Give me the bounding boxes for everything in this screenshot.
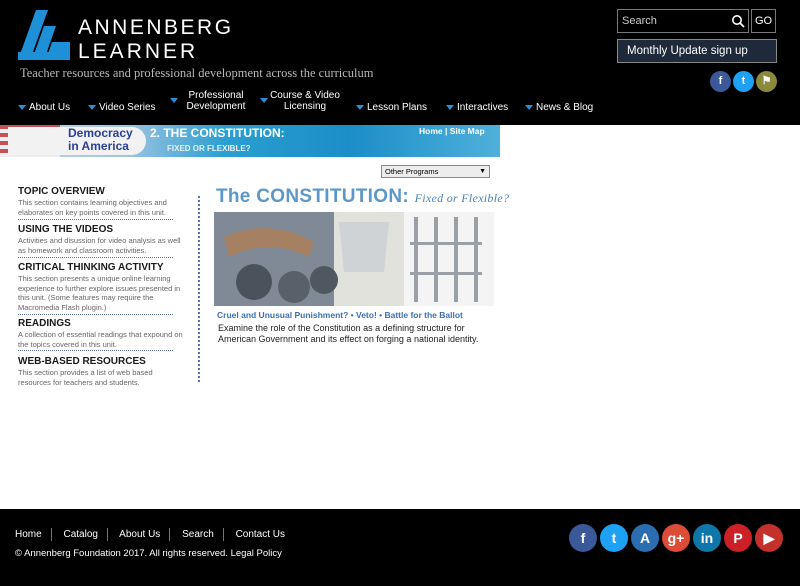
sidebar-using-the-videos[interactable] [18,224,186,255]
annenberg-logo-icon[interactable] [18,10,70,60]
google-plus-icon[interactable]: g+ [662,524,690,552]
footer-link-home[interactable]: Home [15,529,42,541]
divider [51,528,52,541]
footer-link-search[interactable]: Search [182,529,214,541]
chevron-down-icon [356,105,364,110]
nav-label: News & Blog [536,102,594,113]
sidebar-critical-thinking-activity[interactable] [18,262,186,312]
chevron-down-icon [18,105,26,110]
copyright-text: © Annenberg Foundation 2017. All rights reserved. Legal Policy [15,548,282,559]
sidebar-description: This section provides a list of web based resources for teachers and students. [18,368,153,387]
facebook-icon[interactable]: f [710,71,731,92]
nav-video-series[interactable] [88,102,156,113]
divider [223,528,224,541]
youtube-icon[interactable]: ▶ [755,524,783,552]
search-box [617,9,749,33]
logo-line: Democracy [68,126,133,140]
footer-link-about-us[interactable]: About Us [119,529,161,541]
sidebar-description: This section contains learning objectives and elaborates on key points covered in this unit. [18,198,167,217]
nav-professional-development[interactable] [170,90,256,112]
logo-text-learner[interactable]: LEARNER [78,40,199,63]
sidebar-readings[interactable] [18,318,186,349]
cart-icon[interactable]: ⚑ [756,71,777,92]
sidebar-heading[interactable]: TOPIC OVERVIEW [18,186,105,197]
footer-link-catalog[interactable]: Catalog [63,529,98,541]
logo-line: in America [68,139,129,153]
nav-label: Course & Video Licensing [270,90,340,112]
site-footer [0,509,800,586]
sidebar-heading[interactable]: WEB-BASED RESOURCES [18,356,146,367]
pinterest-icon[interactable]: P [724,524,752,552]
banner-subtitle: FIXED OR FLEXIBLE? [167,144,251,153]
twitter-icon[interactable]: t [733,71,754,92]
divider [107,528,108,541]
chevron-down-icon [260,98,268,103]
constitution-title [216,186,509,208]
nav-news-blog[interactable] [525,102,593,113]
vertical-divider [198,196,200,382]
sidebar-description: A collection of essential readings that expound on the topics covered in this unit. [18,330,183,349]
constitution-collage-image [214,212,494,306]
sidebar-web-based-resources[interactable] [18,356,186,387]
sidebar-heading[interactable]: USING THE VIDEOS [18,224,114,235]
linkedin-icon[interactable]: in [693,524,721,552]
chevron-down-icon [446,105,454,110]
logo-text-annenberg[interactable]: ANNENBERG [78,16,234,39]
go-button[interactable]: GO [751,9,776,33]
sidebar-heading[interactable]: CRITICAL THINKING ACTIVITY [18,262,164,273]
nav-lesson-plans[interactable] [356,102,427,113]
sidebar-heading[interactable]: READINGS [18,318,71,329]
twitter-icon[interactable]: t [600,524,628,552]
facebook-icon[interactable]: f [569,524,597,552]
nav-label: Interactives [457,102,509,113]
dropdown-arrow-icon: ▼ [479,168,486,175]
divider [18,314,173,315]
title-main: The CONSTITUTION: [216,186,409,207]
monthly-update-signup-button[interactable]: Monthly Update sign up [617,39,777,63]
site-tagline: Teacher resources and professional development across the curriculum [20,66,374,80]
chevron-down-icon [170,98,178,103]
title-sub: Fixed or Flexible? [414,191,510,205]
footer-link-contact-us[interactable]: Contact Us [235,529,286,541]
sidebar-description: This section presents a unique online learning experience to further explore issues presented in this unit. (Some features may require the Macromedia Flash plugin.) [18,274,181,312]
sidebar-topic-overview[interactable] [18,186,186,217]
other-programs-select[interactable] [381,165,490,178]
search-input[interactable] [622,13,722,29]
site-header [0,0,800,125]
nav-course-video-licensing[interactable] [260,90,342,112]
nav-interactives[interactable] [446,102,508,113]
footer-links [15,528,285,541]
select-value: Other Programs [385,167,439,176]
divider [18,257,173,258]
nav-label: Professional Development [186,90,246,112]
search-icon[interactable] [731,14,745,28]
chevron-down-icon [525,105,533,110]
banner-title: 2. THE CONSTITUTION: [150,126,285,140]
nav-label: About Us [29,102,71,113]
learner-icon[interactable]: A [631,524,659,552]
chevron-down-icon [88,105,96,110]
nav-label: Video Series [99,102,156,113]
main-nav [0,90,610,122]
divider [18,219,173,220]
democracy-in-america-logo[interactable] [68,127,133,153]
nav-about-us[interactable] [18,102,70,113]
sidebar-description: Activities and disussion for video analysis as well as homework and classroom activities. [18,236,181,255]
divider [18,350,173,351]
unit-banner [0,125,500,157]
topic-links[interactable]: Cruel and Unusual Punishment? • Veto! • Battle for the Ballot [217,310,463,320]
nav-label: Lesson Plans [367,102,428,113]
unit-description: Examine the role of the Constitution as a defining structure for American Government and its effect on forging a national identity. [218,323,479,344]
divider [169,528,170,541]
banner-home-sitemap-links[interactable]: Home | Site Map [419,126,485,136]
